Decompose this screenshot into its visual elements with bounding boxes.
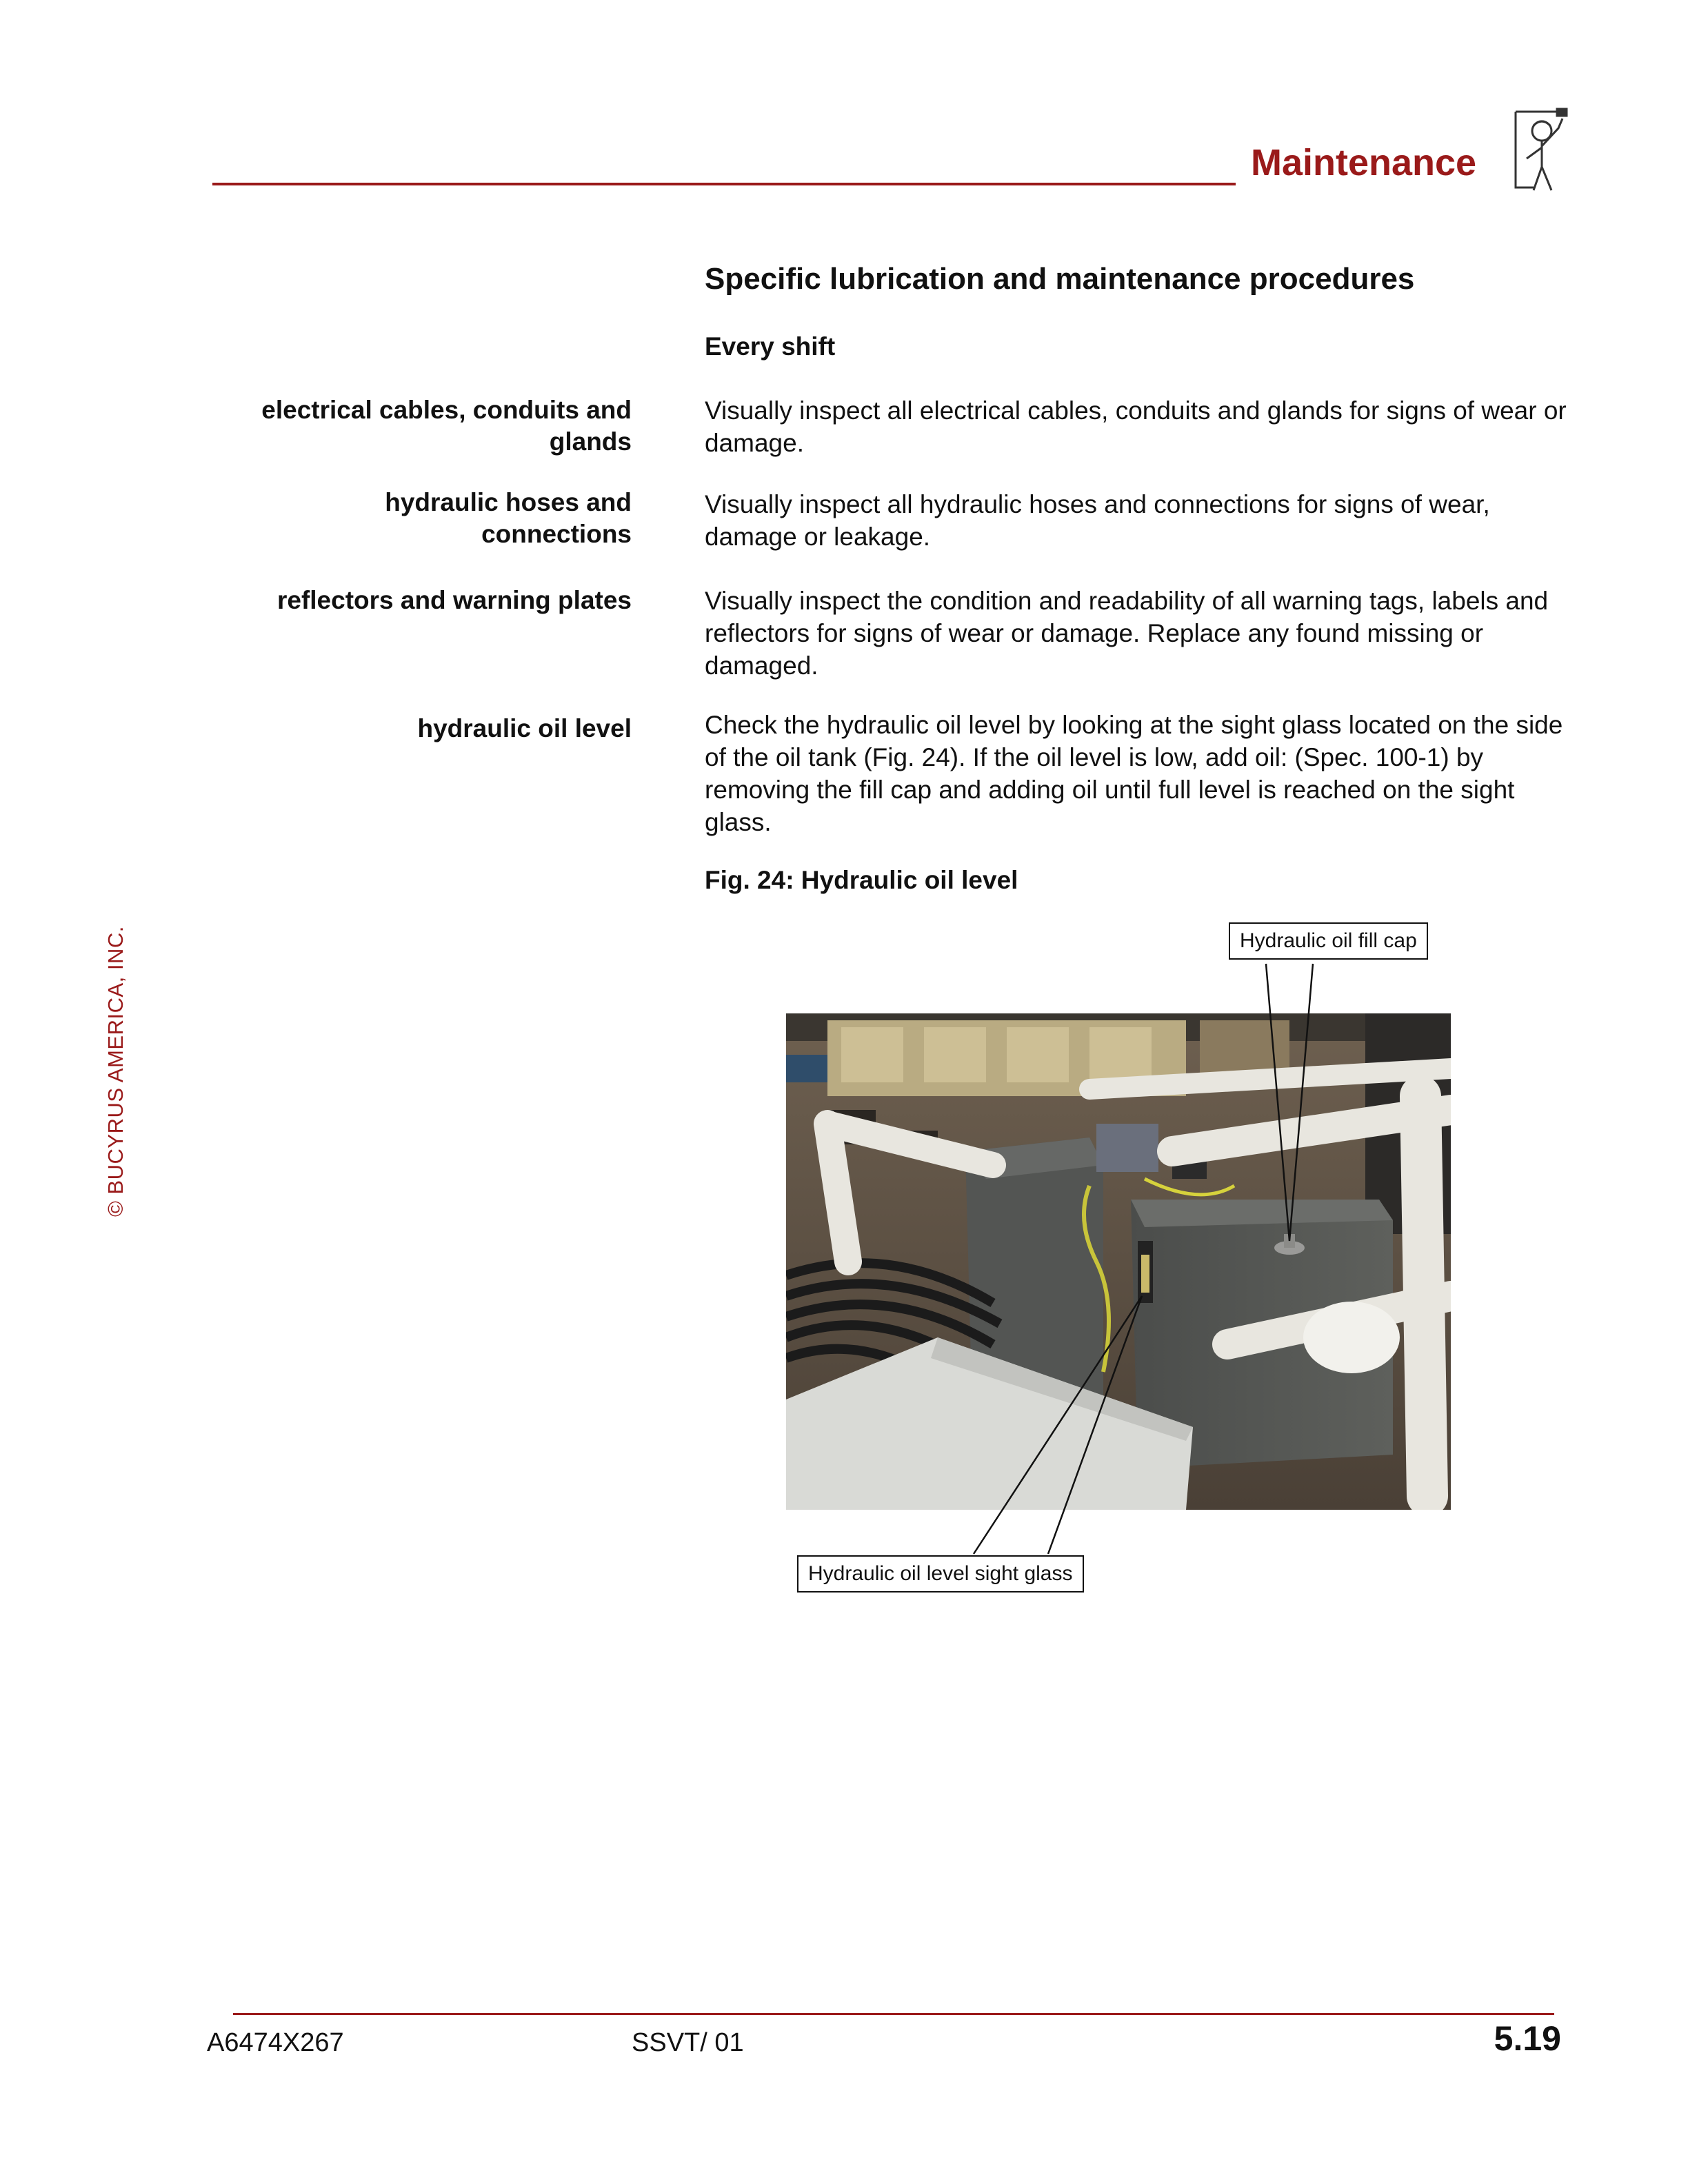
hydraulic-tank-photo xyxy=(786,1013,1451,1510)
item-text-hydraulic-oil-level: Check the hydraulic oil level by looking at the sight glass located on the side of the oil tank (Fig. 24). If the oil level is low, add oil: (Spec. 100-1) by removing the fill cap and adding oil until full level is reached on the sight glass. xyxy=(705,711,1563,836)
item-label-hydraulic-hoses: hydraulic hoses and connections xyxy=(385,488,632,548)
subsection-heading: Every shift xyxy=(705,332,836,361)
item-text-electrical-cables: Visually inspect all electrical cables, conduits and glands for signs of wear or damage. xyxy=(705,396,1567,457)
callout-sight-glass: Hydraulic oil level sight glass xyxy=(797,1555,1084,1593)
page-section-title: Maintenance xyxy=(1251,142,1477,183)
item-label-hydraulic-oil-level: hydraulic oil level xyxy=(417,714,632,742)
callout-fill-cap: Hydraulic oil fill cap xyxy=(1229,922,1428,960)
document-number: A6474X267 xyxy=(207,2028,344,2057)
section-heading: Specific lubrication and maintenance procedures xyxy=(705,262,1415,296)
item-text-hydraulic-hoses: Visually inspect all hydraulic hoses and connections for signs of wear, damage or leakage. xyxy=(705,490,1490,551)
document-version: SSVT/ 01 xyxy=(632,2028,744,2057)
footer-rule xyxy=(233,2013,1554,2015)
header-rule xyxy=(212,183,1236,185)
item-label-reflectors: reflectors and warning plates xyxy=(277,586,632,614)
page-number: 5.19 xyxy=(1494,2019,1561,2058)
item-label-electrical-cables: electrical cables, conduits and glands xyxy=(261,396,632,456)
mechanic-with-wrench-icon xyxy=(1506,105,1572,197)
figure-caption: Fig. 24: Hydraulic oil level xyxy=(705,866,1018,894)
copyright-notice: © BUCYRUS AMERICA, INC. xyxy=(103,926,128,1217)
item-text-reflectors: Visually inspect the condition and readability of all warning tags, labels and reflectors for signs of wear or damage. Replace any found missing or damaged. xyxy=(705,587,1549,680)
